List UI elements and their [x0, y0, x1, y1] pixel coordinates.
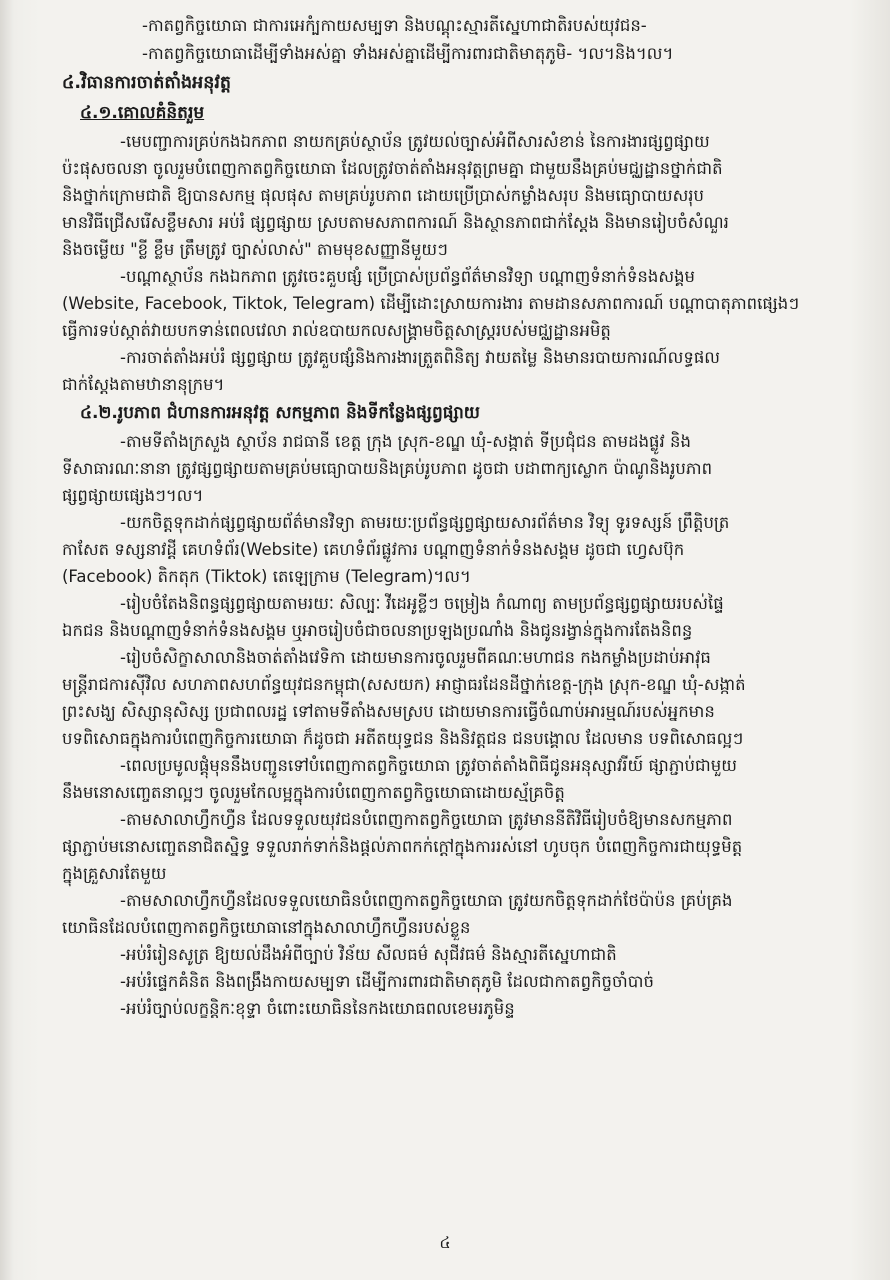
paragraph-line: -អប់រំផ្ទេកគំនិត និងពង្រឹងកាយសម្បទា ដើម្បីការពារជាតិមាតុភូមិ ដែលជាកាតព្វកិច្ចចាំបាច់ — [120, 972, 654, 991]
paragraph-line: -អប់រំរៀនសូត្រ ឱ្យយល់ដឹងអំពីច្បាប់ វិន័យ សីលធម៌ សុជីវធម៌ និងស្មារតីស្នេហាជាតិ — [120, 945, 617, 964]
paragraph-line: ឯកជន និងបណ្តាញទំនាក់ទំនងសង្គម ឬអាចរៀបចំជាចលនាប្រឡងប្រណាំង និងជូនរង្វាន់ក្នុងការតែងនិពន្ធ — [62, 621, 693, 640]
section-4-1-title: ៤.១.គោលគំនិតរួម — [80, 103, 205, 123]
paragraph-line: នឹងមនោសញ្ចេតនាល្អៗ ចូលរួមកែលម្អក្នុងការបំពេញកាតព្វកិច្ចយោធាដោយស្ម័គ្រចិត្ត — [62, 783, 565, 802]
paragraph-line: -តាមទីតាំងក្រសួង ស្ថាប័ន រាជធានី ខេត្ត ក្រុង ស្រុក-ខណ្ឌ ឃុំ-សង្កាត់ ទីប្រជុំជន តាមដងផ្លូវ និង — [120, 432, 691, 451]
paragraph-line: បទពិសោធក្នុងការបំពេញកិច្ចការយោធា ក៏ដូចជា អតីតយុទ្ធជន និងនិវត្តជន ជនបង្គោល ដែលមាន បទពិសោធល្អៗ — [62, 729, 744, 748]
paragraph-line: -ការចាត់តាំងអប់រំ ផ្សព្វផ្សាយ ត្រូវគួបផ្សំនិងការងារត្រួតពិនិត្យ វាយតម្លៃ និងមានរបាយការណ៍លទ្ធផល — [120, 348, 721, 367]
document-body — [62, 12, 842, 1022]
paragraph-line: ផ្សព្វផ្សាយផ្សេងៗ។ល។ — [62, 486, 204, 505]
paragraph-line: -ពេលប្រមូលផ្តុំមុននឹងបញ្ជូនទៅបំពេញកាតព្វកិច្ចយោធា ត្រូវចាត់តាំងពិធីជូនអនុស្សាវរីយ៍ ផ្សាភ្ជាប់ជាមួយ — [120, 756, 737, 775]
paragraph-line: -អប់រំច្បាប់លក្ខន្តិកៈខុទ្ទា ចំពោះយោធិននៃកងយោធពលខេមរភូមិន្ទ — [120, 999, 515, 1018]
paragraph-line: (Website, Facebook, Tiktok, Telegram) ដើម្បីដោះស្រាយការងារ តាមដានសភាពការណ៍ បណ្តាបាតុភាពផ្សេងៗ — [62, 294, 800, 313]
paragraph-line: (Facebook) តិកតុក (Tiktok) តេឡេក្រាម (Telegram)។ល។ — [62, 567, 471, 586]
paragraph-line: -យកចិត្តទុកដាក់ផ្សព្វផ្សាយព័ត៌មានវិទ្យា តាមរយៈប្រព័ន្ធផ្សព្វផ្សាយសារព័ត៌មាន វិទ្យុ ទូរទស្សន៍ ព្រឹត្តិបត្រ — [120, 513, 730, 532]
paragraph-line: ជាក់ស្តែងតាមឋានានុក្រម។ — [62, 375, 225, 394]
intro-line: -កាតព្វកិច្ចយោធាដើម្បីទាំងអស់គ្នា ទាំងអស់គ្នាដើម្បីការពារជាតិមាតុភូមិ- ។ល។និង។ល។ — [142, 44, 674, 63]
paragraph-line: ក្នុងគ្រួសារតែមួយ — [62, 864, 167, 883]
section-4-1-heading — [62, 98, 842, 128]
paragraph-line: ទីសាធារណៈនានា ត្រូវផ្សព្វផ្សាយតាមគ្រប់មធ្យោបាយនិងគ្រប់រូបភាព ដូចជា បដាពាក្យស្លោក ប៉ាណូនិងរូបភាព — [62, 459, 713, 478]
paragraph-line: មានវិធីជ្រើសរើសខ្លឹមសារ អប់រំ ផ្សព្វផ្សាយ ស្របតាមសភាពការណ៍ និងស្ថានភាពជាក់ស្តែង និងមានរៀបចំសំណួរ — [62, 213, 729, 232]
paragraph-line: -តាមសាលាហ្វឹកហ្វឺន ដែលទទួលយុវជនបំពេញកាតព្វកិច្ចយោធា ត្រូវមាននីតិវិធីរៀបចំឱ្យមានសកម្មភាព — [120, 810, 733, 829]
section-4-heading: ៤.វិធានការចាត់តាំងអនុវត្ត — [62, 73, 232, 93]
paragraph-line: -រៀបចំសិក្ខាសាលានិងចាត់តាំងវេទិកា ដោយមានការចូលរួមពីគណៈមហាជន កងកម្លាំងប្រដាប់អាវុធ — [120, 648, 711, 667]
paragraph-line: ធ្វើការទប់ស្កាត់វាយបកទាន់ពេលវេលា រាល់ឧបាយកលសង្គ្រាមចិត្តសាស្ត្ររបស់មជ្ឈដ្ឋានអមិត្ត — [62, 321, 611, 340]
paragraph-line: ប៉ះផុសចលនា ចូលរួមបំពេញកាតព្វកិច្ចយោធា ដែលត្រូវចាត់តាំងអនុវត្តព្រមគ្នា ជាមួយនឹងគ្រប់មជ្ឈដ្ឋានថ្នាក់ជាតិ — [62, 159, 723, 178]
paragraph-line: និងថ្នាក់ក្រោមជាតិ ឱ្យបានសកម្ម ផុលផុស តាមគ្រប់រូបភាព ដោយប្រើប្រាស់កម្លាំងសរុប និងមធ្យោបាយសរុប — [62, 186, 704, 205]
paragraph-line: មន្ត្រីរាជការស៊ីវិល សហភាពសហព័ន្ធយុវជនកម្ពុជា(សសយក) អាជ្ញាធរដែនដីថ្នាក់ខេត្ត-ក្រុង ស្រុក-ខណ្ឌ ឃុំ-សង្កាត់ — [62, 675, 746, 694]
section-4-2-heading: ៤.២.រូបភាព ជំហានការអនុវត្ត សកម្មភាព និងទីកន្លែងផ្សព្វផ្សាយ — [80, 403, 480, 423]
paragraph-line: និងចម្លើយ "ខ្លី ខ្លឹម ត្រឹមត្រូវ ច្បាស់លាស់" តាមមុខសញ្ញានីមួយៗ — [62, 240, 448, 259]
paragraph-line: -មេបញ្ជាការគ្រប់កងឯកភាព នាយកគ្រប់ស្ថាប័ន ត្រូវយល់ច្បាស់អំពីសារសំខាន់ នៃការងារផ្សព្វផ្សាយ — [120, 132, 710, 151]
paragraph-line: ព្រះសង្ឃ សិស្សានុសិស្ស ប្រជាពលរដ្ឋ ទៅតាមទីតាំងសមស្រប ដោយមានការធ្វើចំណាប់អារម្មណ៍របស់អ្នកមាន — [62, 702, 715, 721]
paragraph-line: -តាមសាលាហ្វឹកហ្វឺនដែលទទួលយោធិនបំពេញកាតព្វកិច្ចយោធា ត្រូវយកចិត្តទុកដាក់ថែប៉ាប៉ន គ្រប់គ្រង — [120, 891, 733, 910]
paragraph-line: ផ្សាភ្ជាប់មនោសញ្ចេតនាជិតស្និទ្ធ ទទួលរាក់ទាក់និងផ្តល់ភាពកក់ក្តៅក្នុងការរស់នៅ ហូបចុក បំពេញកិច្ចការជាយុទ្ធមិត្ត — [62, 837, 743, 856]
paragraph-line: កាសែត ទស្សនាវដ្តី គេហទំព័រ(Website) គេហទំព័រផ្លូវការ បណ្តាញទំនាក់ទំនងសង្គម ដូចជា ហ្វេសប៊ុក — [62, 540, 685, 559]
intro-line: -កាតព្វកិច្ចយោធា ជាការអេកំ្បកាយសម្បទា និងបណ្តុះស្មារតីស្នេហាជាតិរបស់យុវជន- — [142, 16, 647, 35]
paragraph-line: -បណ្តាស្ថាប័ន កងឯកភាព ត្រូវចេះគួបផ្សំ ប្រើប្រាស់ប្រព័ន្ធព័ត៌មានវិទ្យា បណ្តាញទំនាក់ទំនងសង្គម — [120, 267, 696, 286]
page-number: ៤ — [439, 1233, 451, 1252]
paragraph-line: យោធិនដែលបំពេញកាតព្វកិច្ចយោធានៅក្នុងសាលាហ្វឹកហ្វឺនរបស់ខ្លួន — [62, 918, 471, 937]
paragraph-line: -រៀបចំតែងនិពន្ធផ្សព្វផ្សាយតាមរយៈ សិល្បៈ វីដេអូខ្លីៗ ចម្រៀង កំណាព្យ តាមប្រព័ន្ធផ្សព្វផ្សាយរបស់ផ្ទៃ — [120, 594, 724, 613]
